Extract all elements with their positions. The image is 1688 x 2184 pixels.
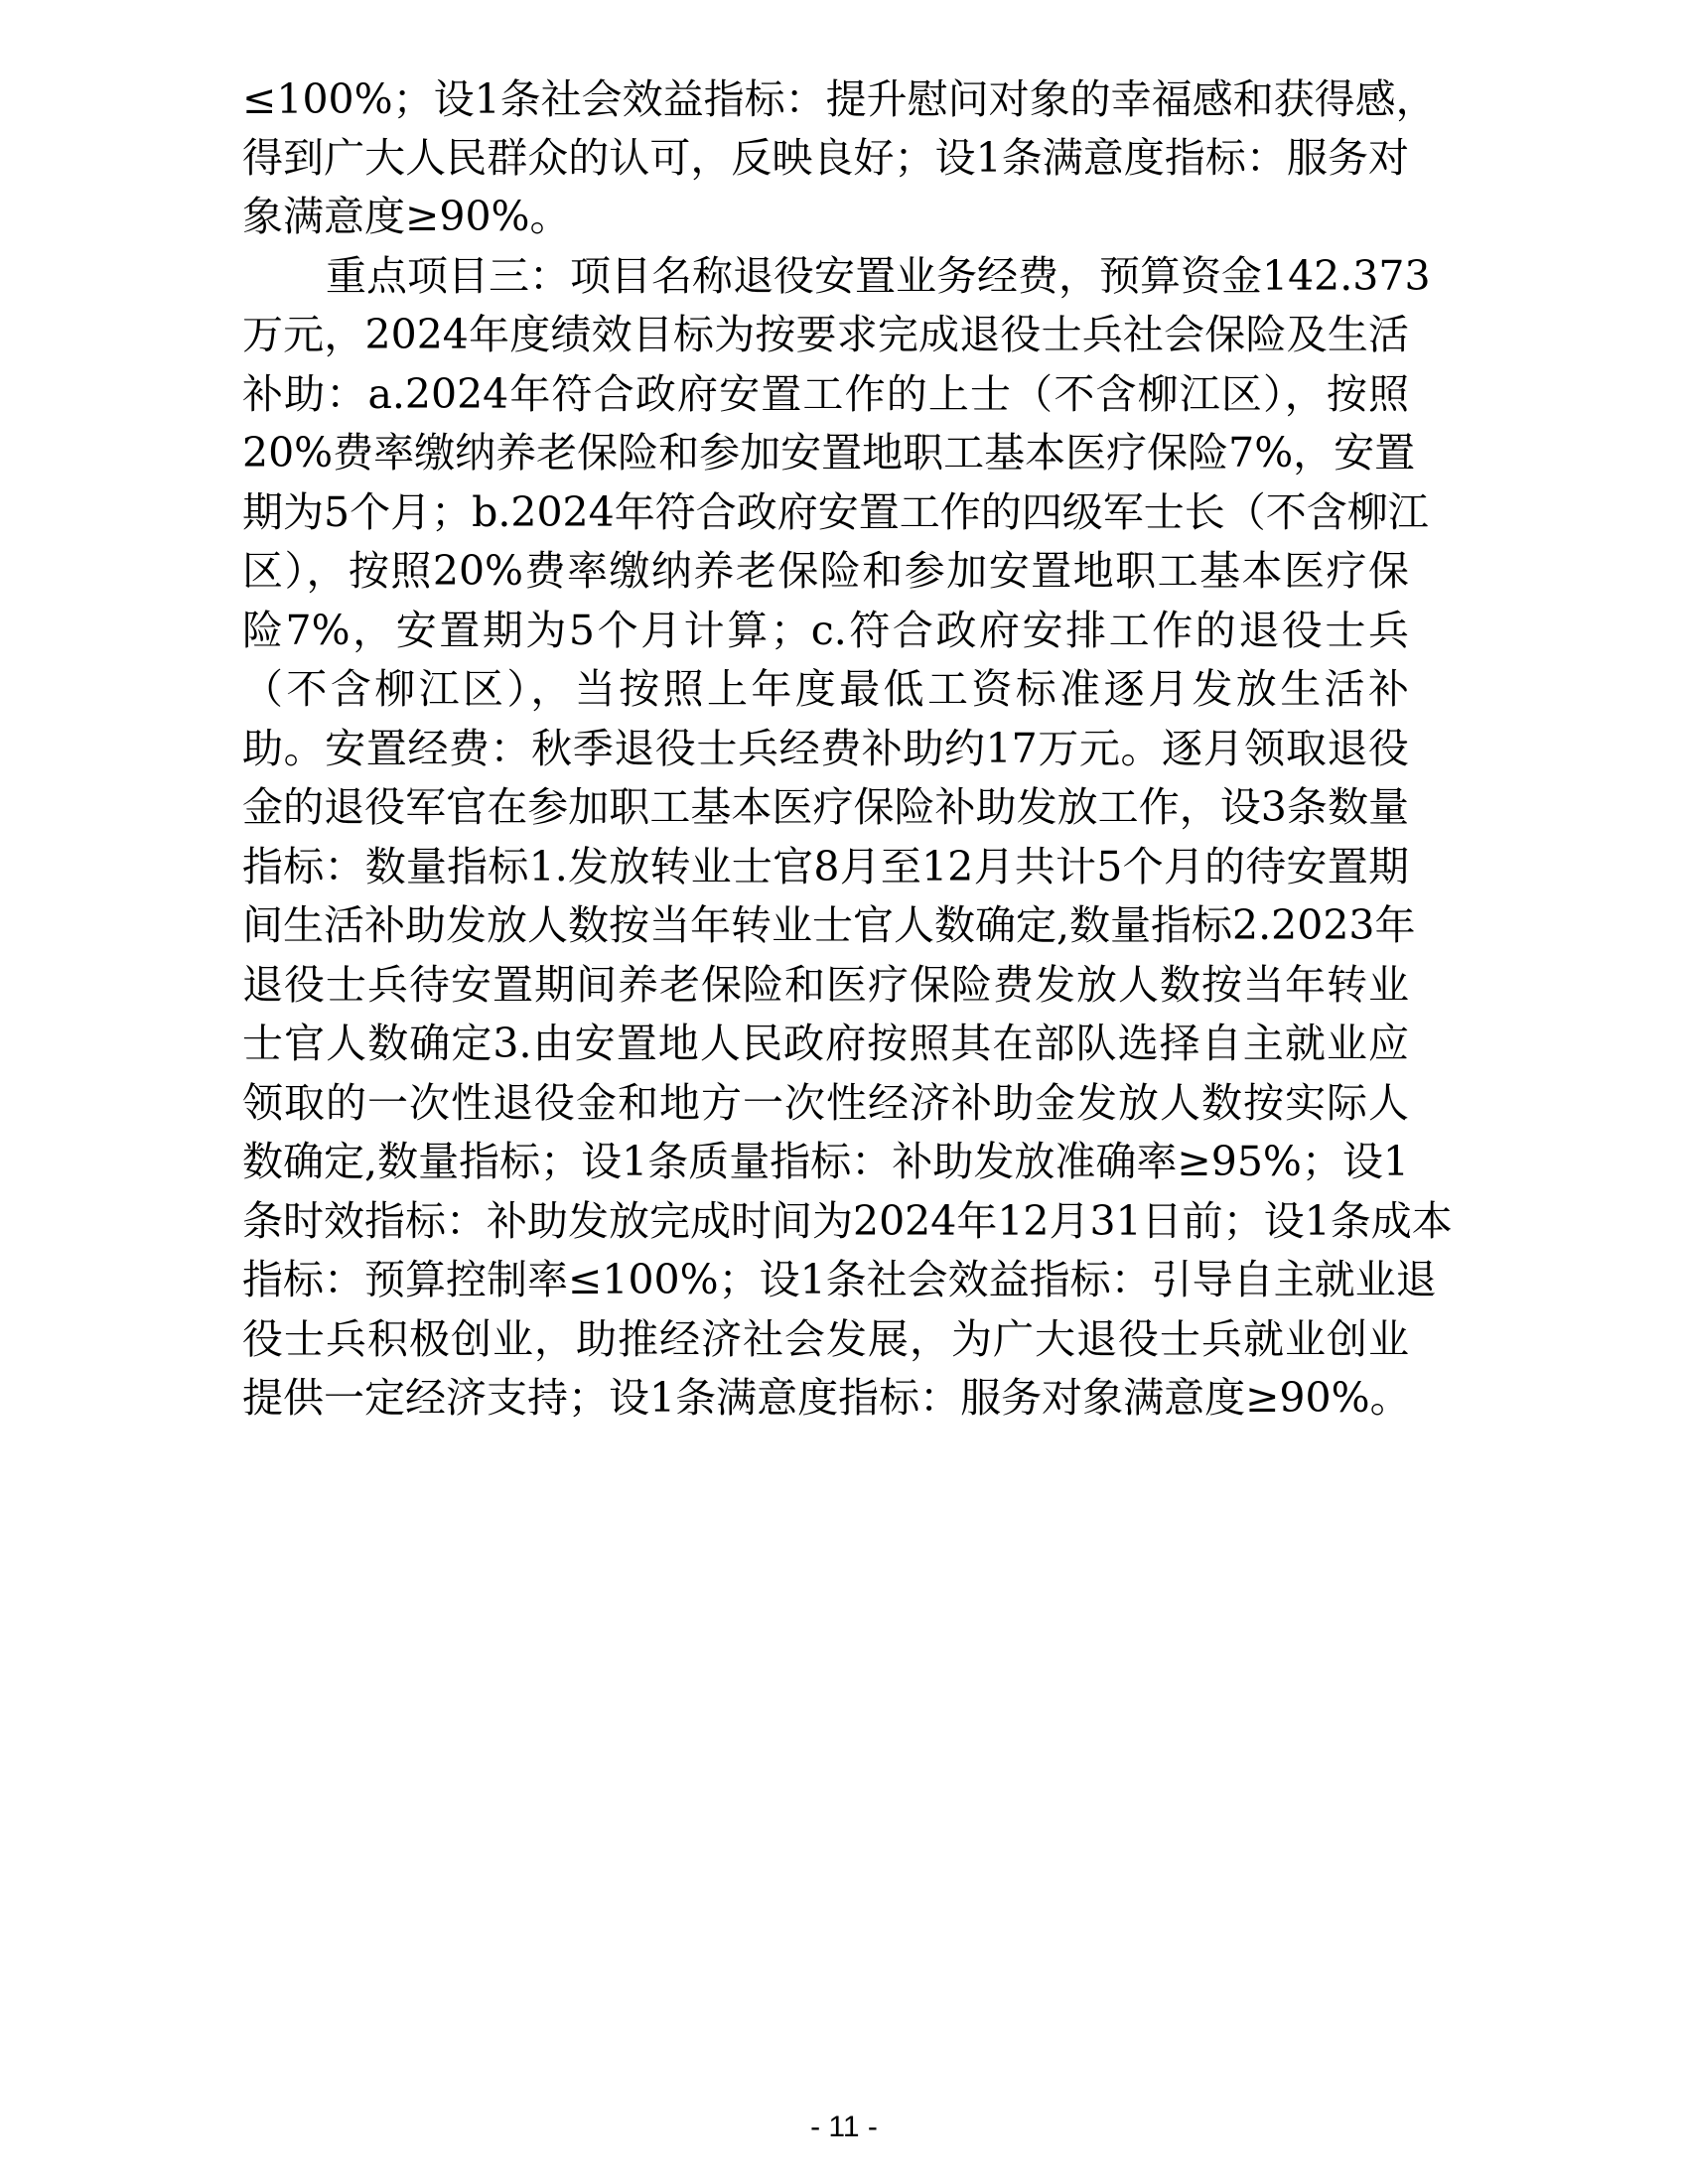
paragraph-2-line-16: 数确定,数量指标；设1条质量指标：补助发放准确率≥95%；设1 [242,1138,1409,1185]
paragraph-2-line-13: 退役士兵待安置期间养老保险和医疗保险费发放人数按当年转业 [242,961,1409,1009]
paragraph-2-line-1: 重点项目三：项目名称退役安置业务经费，预算资金142.373 [326,252,1431,300]
paragraph-2-line-8: （不含柳江区），当按照上年度最低工资标准逐月发放生活补 [242,665,1409,713]
paragraph-2-line-7: 险7%，安置期为5个月计算；c.符合政府安排工作的退役士兵 [242,607,1409,654]
page-number: - 11 - [810,2111,878,2143]
paragraph-2-line-15: 领取的一次性退役金和地方一次性经济补助金发放人数按实际人 [242,1079,1409,1127]
paragraph-2-line-10: 金的退役军官在参加职工基本医疗保险补助发放工作，设3条数量 [242,783,1409,831]
paragraph-1-line-1: ≤100%；设1条社会效益指标：提升慰问对象的幸福感和获得感， [242,75,1437,123]
paragraph-2-line-11: 指标：数量指标1.发放转业士官8月至12月共计5个月的待安置期 [242,843,1409,890]
paragraph-2-line-19: 役士兵积极创业，助推经济社会发展，为广大退役士兵就业创业 [242,1315,1409,1363]
paragraph-2-line-6: 区），按照20%费率缴纳养老保险和参加安置地职工基本医疗保 [242,547,1409,595]
paragraph-2-line-3: 补助：a.2024年符合政府安置工作的上士（不含柳江区），按照 [242,370,1409,418]
paragraph-2-line-2: 万元，2024年度绩效目标为按要求完成退役士兵社会保险及生活 [242,311,1409,358]
paragraph-2-line-4: 20%费率缴纳养老保险和参加安置地职工基本医疗保险7%，安置 [242,429,1416,477]
paragraph-2-line-5: 期为5个月；b.2024年符合政府安置工作的四级军士长（不含柳江 [242,488,1429,536]
paragraph-2-line-14: 士官人数确定3.由安置地人民政府按照其在部队选择自主就业应 [242,1020,1409,1067]
paragraph-2-line-18: 指标：预算控制率≤100%；设1条社会效益指标：引导自主就业退 [242,1256,1437,1303]
paragraph-1-line-2: 得到广大人民群众的认可，反映良好；设1条满意度指标：服务对 [242,134,1409,182]
paragraph-2-line-9: 助。安置经费：秋季退役士兵经费补助约17万元。逐月领取退役 [242,725,1409,772]
paragraph-2-line-20: 提供一定经济支持；设1条满意度指标：服务对象满意度≥90%。 [242,1374,1411,1422]
paragraph-2-line-17: 条时效指标：补助发放完成时间为2024年12月31日前；设1条成本 [242,1197,1453,1245]
paragraph-2-line-12: 间生活补助发放人数按当年转业士官人数确定,数量指标2.2023年 [242,901,1416,949]
paragraph-1-line-3: 象满意度≥90%。 [242,193,571,240]
